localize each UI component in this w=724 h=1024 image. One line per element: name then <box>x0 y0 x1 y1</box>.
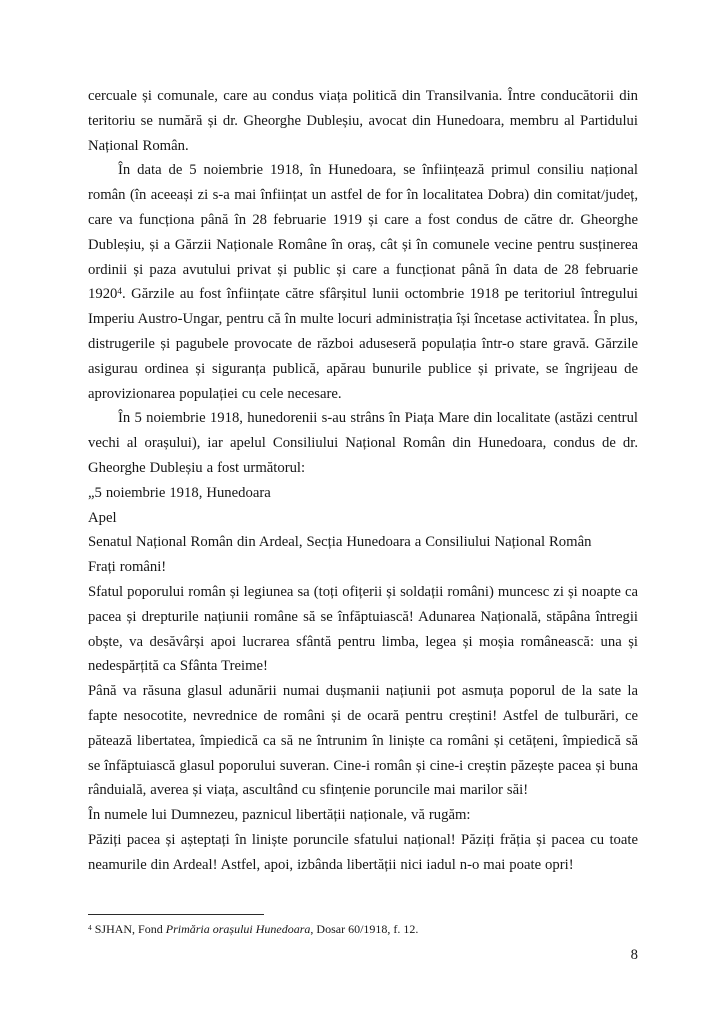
footnote-text <box>88 922 418 936</box>
footnote-separator <box>88 914 264 915</box>
footnote-reference-superscript: 4 <box>117 286 122 297</box>
text-run: Frați români! <box>88 559 167 576</box>
paragraph <box>88 803 638 828</box>
text-run: În numele lui Dumnezeu, paznicul libertății naționale, vă rugăm: <box>88 807 471 824</box>
paragraph <box>88 481 638 506</box>
paragraph <box>88 828 638 878</box>
text-run: Până va răsuna glasul adunării numai dușmanii națiunii pot asmuța poporul de la sate la fapte nesocotite, nevrednice de români și de ocară pentru creștini! Astfel de tulburări, ce pătează libertatea, împiedică ca să ne întrunim în liniște ca români și cetățeni, împiedică să se înfăptuiască glasul poporului suveran. Cine-i român și cine-i creștin păzește pacea și buna rânduială, averea și viața, ascultând cu sfințenie poruncile mai marilor săi! <box>88 683 638 799</box>
paragraph <box>88 530 638 555</box>
text-run: , Dosar 60/1918, f. 12. <box>310 922 419 936</box>
text-run: SJHAN, Fond <box>91 922 166 936</box>
paragraph <box>88 506 638 531</box>
paragraph <box>88 555 638 580</box>
footnote-reference-superscript: 4 <box>88 922 92 932</box>
text-run: . Gărzile au fost înființate către sfârșitul lunii octombrie 1918 pe teritoriul întregului Imperiu Austro-Ungar, pentru că în multe locuri administrația își încetase activitatea. În plus, distrugerile și pagubele provocate de război aduseseră populația într-o stare gravă. Gărzile asigurau ordinea și siguranța publică, apărau bunurile publice și private, se îngrijeau de aprovizionarea populației cu cele necesare. <box>88 286 638 402</box>
footnote <box>88 921 638 937</box>
page-number: 8 <box>630 947 638 963</box>
text-run: „5 noiembrie 1918, Hunedoara <box>88 484 271 501</box>
text-run: Primăria orașului Hunedoara <box>165 922 311 936</box>
text-run: În 5 noiembrie 1918, hunedorenii s-au strâns în Piața Mare din localitate (astăzi centrul vechi al orașului), iar apelul Consiliului Național Român din Hunedoara, condus de dr. Gheorghe Dubleșiu a fost următorul: <box>88 410 638 476</box>
text-run: Păziți pacea și așteptați în liniște poruncile sfatului național! Păziți frăția și pacea cu toate neamurile din Ardeal! Astfel, apoi, izbânda libertății nici iadul n-o mai poate opri! <box>88 831 638 873</box>
text-run: cercuale și comunale, care au condus viața politică din Transilvania. Între conducătorii din teritoriu se numără și dr. Gheorghe Dubleșiu, avocat din Hunedoara, membru al Partidului Național Român. <box>88 88 638 154</box>
text-run: În data de 5 noiembrie 1918, în Hunedoara, se înființează primul consiliu național român (în aceeași zi s-a mai înființat un astfel de for în localitatea Dobra) din comitat/județ, care va funcționa până în 28 februarie 1919 și care a fost condus de către dr. Gheorghe Dubleșiu, și a Gărzii Naționale Române în oraș, cât și în comunele vecine pentru susținerea ordinii și paza avutului privat și public și care a funcționat până în data de 28 februarie 1920 <box>88 162 638 303</box>
paragraph <box>88 580 638 679</box>
paragraph <box>88 158 638 406</box>
text-run: Sfatul poporului român și legiunea sa (toți ofițerii și soldații români) muncesc zi și noapte ca pacea și drepturile națiunii române să se înfăptuiască! Adunarea Națională, stăpâna întregii obște, va desăvârși apoi lucrarea sfântă pentru limba, legea și moșia românească: una și nedespărțită ca Sfânta Treime! <box>88 583 638 675</box>
text-run: Senatul Național Român din Ardeal, Secția Hunedoara a Consiliului Național Român <box>88 534 592 551</box>
paragraph <box>88 84 638 158</box>
paragraph <box>88 406 638 480</box>
document-body <box>88 84 638 878</box>
text-run: Apel <box>88 509 117 526</box>
paragraph <box>88 679 638 803</box>
